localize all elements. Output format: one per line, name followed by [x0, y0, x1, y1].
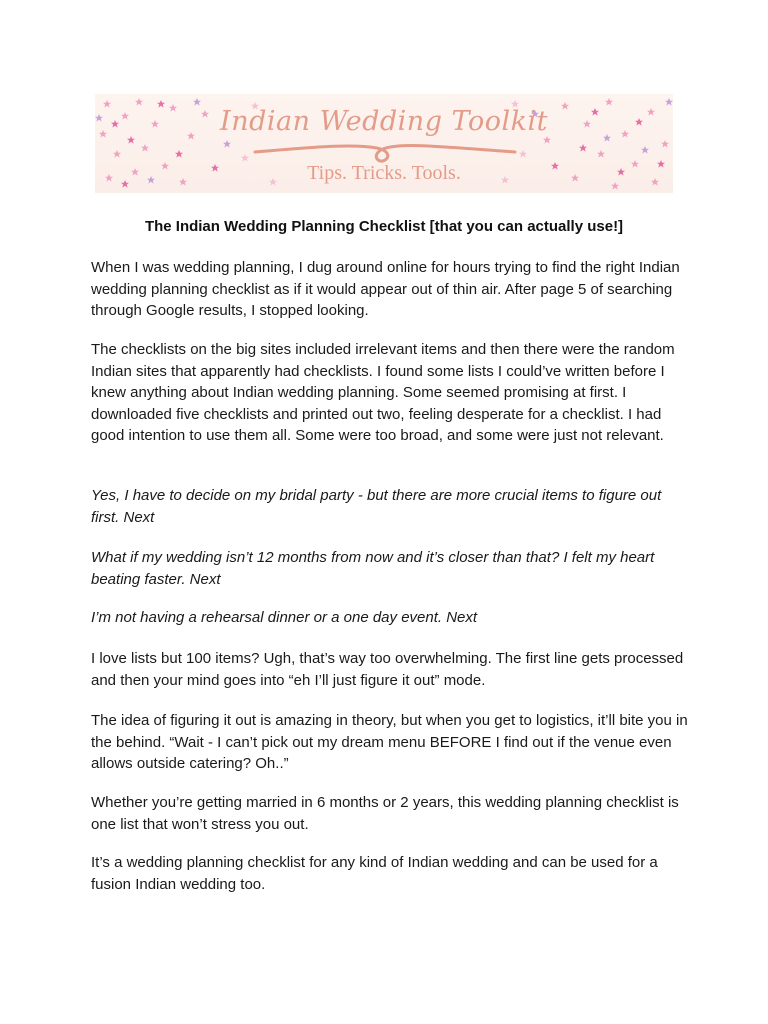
italic-paragraph: What if my wedding isn’t 12 months from now and it’s closer than that? I felt my heart beating faster. Next — [91, 549, 655, 588]
italic-paragraph: Yes, I have to decide on my bridal party - but there are more crucial items to figure out first. Next — [91, 487, 662, 526]
banner-tagline: Tips. Tricks. Tools. — [307, 162, 461, 184]
paragraph: It’s a wedding planning checklist for any kind of Indian wedding and can be used for a fusion Indian wedding too. — [91, 854, 658, 893]
paragraph: Whether you’re getting married in 6 months or 2 years, this wedding planning checklist is one list that won’t stress you out. — [91, 794, 679, 833]
paragraph: When I was wedding planning, I dug around online for hours trying to find the right Indian wedding planning checklist as if it would appear out of thin air. After page 5 of searching through Google results, I stopped looking. — [91, 259, 680, 319]
header-banner — [95, 94, 673, 193]
document-title: The Indian Wedding Planning Checklist [that you can actually use!] — [144, 218, 624, 235]
paragraph: I love lists but 100 items? Ugh, that’s way too overwhelming. The first line gets processed and then your mind goes into “eh I’ll just figure it out” mode. — [91, 650, 684, 689]
paragraph: The idea of figuring it out is amazing in theory, but when you get to logistics, it’ll bite you in the behind. “Wait - I can’t pick out my dream menu BEFORE I find out if the venue even allows outside catering? Oh..” — [91, 712, 688, 772]
italic-paragraph: I’m not having a rehearsal dinner or a one day event. Next — [91, 609, 478, 626]
paragraph: The checklists on the big sites included irrelevant items and then there were the random Indian sites that apparently had checklists. I found some lists I could’ve written before I knew anything about Indian wedding planning. Some seemed promising at first. I downloaded five checklists and printed out two, feeling desperate for a checklist. I had good intention to use them all. Some were too broad, and some were just not relevant. — [91, 341, 675, 444]
banner-logo-title: Indian Wedding Toolkit — [220, 106, 548, 137]
